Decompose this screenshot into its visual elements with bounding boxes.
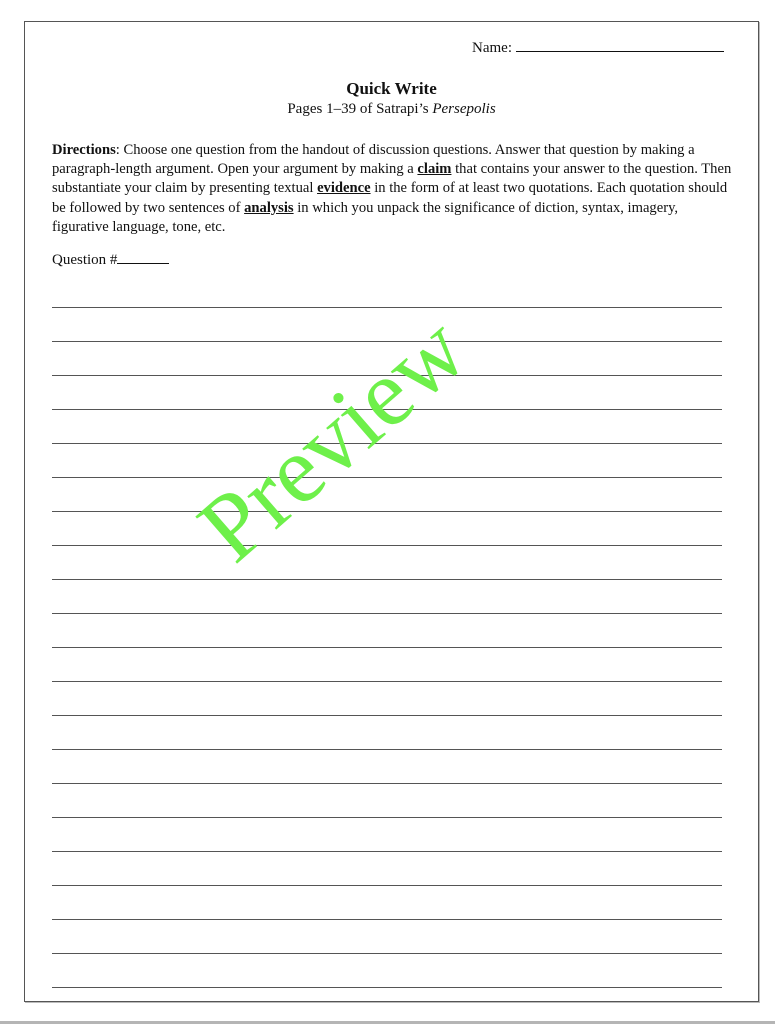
writing-line[interactable] [52, 716, 722, 750]
writing-line[interactable] [52, 512, 722, 546]
writing-line[interactable] [52, 444, 722, 478]
directions-text-4: in which you unpack the significance of diction, syntax, imagery, figurative language, tone, etc. [52, 199, 679, 235]
page-subtitle [25, 101, 758, 118]
name-blank[interactable] [516, 39, 724, 52]
question-number-row [52, 251, 169, 269]
directions-text-3: in the form of at least two quotations. Each quotation should be followed by two sentences of [52, 180, 728, 216]
writing-line[interactable] [52, 818, 722, 852]
writing-area[interactable] [52, 305, 722, 988]
name-field-row [472, 39, 724, 57]
writing-line[interactable] [52, 546, 722, 580]
writing-line[interactable] [52, 478, 722, 512]
writing-line[interactable] [52, 886, 722, 920]
page-title: Quick Write [346, 79, 437, 98]
writing-line[interactable] [52, 920, 722, 954]
question-label: Question # [52, 252, 118, 268]
writing-line[interactable] [52, 580, 722, 614]
writing-line[interactable] [52, 614, 722, 648]
writing-line[interactable] [52, 954, 722, 988]
writing-line[interactable] [52, 376, 722, 410]
writing-line[interactable] [52, 852, 722, 886]
writing-line[interactable] [52, 682, 722, 716]
directions-text-1: : Choose one question from the handout of discussion questions. Answer that question by making a paragraph-length argument. Open your argument by making a [52, 142, 695, 178]
keyword-evidence: evidence [317, 180, 371, 197]
writing-line[interactable] [52, 750, 722, 784]
writing-line[interactable] [52, 342, 722, 376]
preview-watermark: Preview [178, 294, 486, 582]
worksheet-page [24, 21, 759, 1002]
directions-label: Directions [52, 142, 116, 158]
question-number-blank[interactable] [117, 251, 169, 264]
writing-line[interactable] [52, 308, 722, 342]
name-label: Name: [472, 40, 512, 56]
subtitle-pages: Pages 1–39 of Satrapi’s [287, 101, 433, 117]
keyword-claim: claim [417, 161, 452, 178]
directions-text-2: that contains your answer to the question. Then substantiate your claim by presenting textual [52, 161, 732, 197]
writing-line[interactable] [52, 784, 722, 818]
writing-line[interactable] [52, 410, 722, 444]
directions-paragraph [52, 141, 732, 237]
keyword-analysis: analysis [244, 199, 294, 216]
subtitle-book-title: Persepolis [432, 101, 496, 117]
writing-line[interactable] [52, 648, 722, 682]
